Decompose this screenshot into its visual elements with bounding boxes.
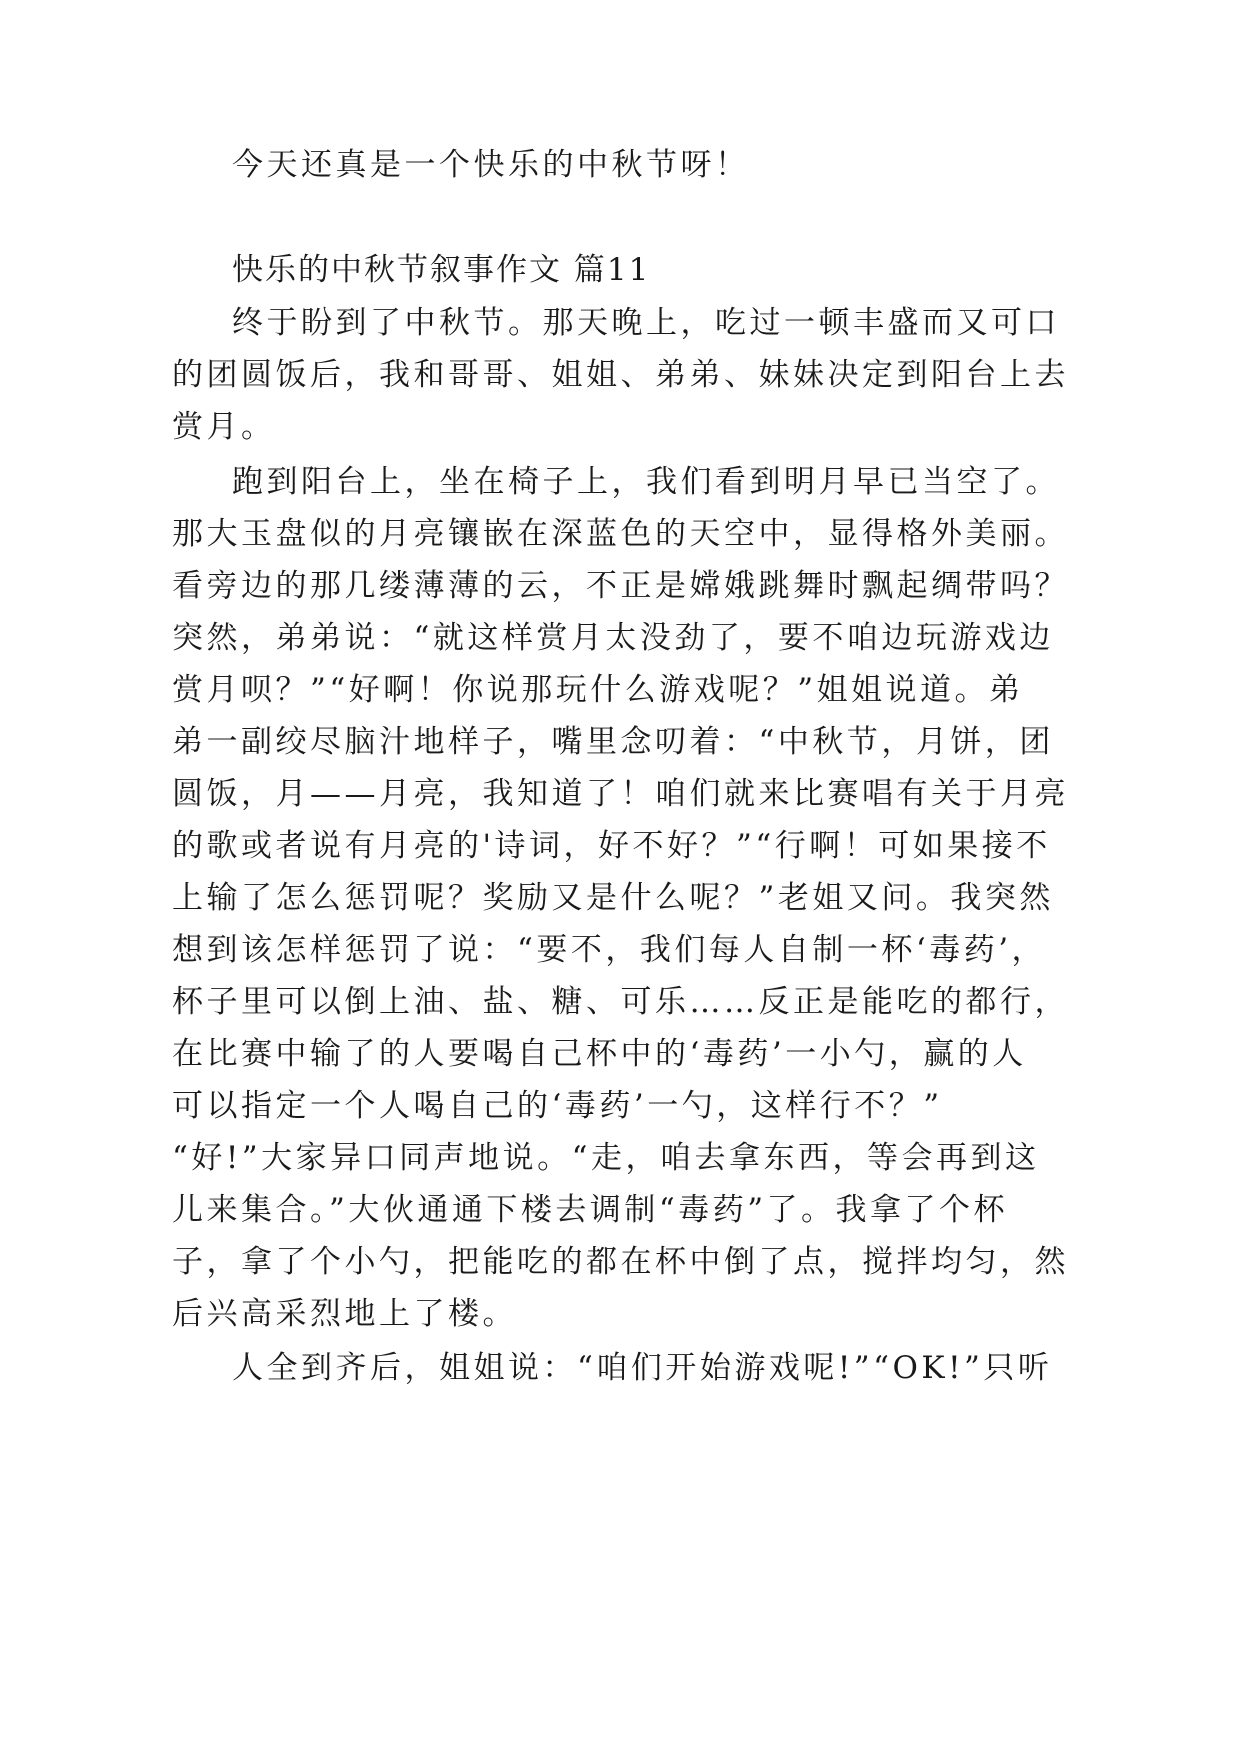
closing-line: 今天还真是一个快乐的中秋节呀！ — [232, 147, 750, 183]
paragraph-line: 可以指定一个人喝自己的‘毒药’一勺，这样行不？” — [172, 1088, 943, 1124]
paragraph-line: 弟一副绞尽脑汁地样子，嘴里念叨着：“中秋节，月饼，团 — [172, 724, 1054, 760]
section-heading: 快乐的中秋节叙事作文 篇11 — [232, 252, 651, 288]
paragraph-line: 在比赛中输了的人要喝自己杯中的‘毒药’一小勺，赢的人 — [172, 1036, 1027, 1072]
paragraph-line: 人全到齐后，姐姐说：“咱们开始游戏呢!”“OK!”只听 — [232, 1350, 1053, 1386]
paragraph-line: “好!”大家异口同声地说。“走，咱去拿东西，等会再到这 — [172, 1140, 1040, 1176]
paragraph-line: 儿来集合。”大伙通通下楼去调制“毒药”了。我拿了个杯 — [172, 1192, 1009, 1228]
paragraph-line: 的团圆饭后，我和哥哥、姐姐、弟弟、妹妹决定到阳台上去 — [172, 357, 1069, 393]
paragraph-line: 后兴高采烈地上了楼。 — [172, 1296, 517, 1332]
paragraph-line: 跑到阳台上，坐在椅子上，我们看到明月早已当空了。 — [232, 464, 1060, 500]
paragraph-line: 圆饭，月——月亮，我知道了！咱们就来比赛唱有关于月亮 — [172, 776, 1069, 812]
paragraph-line: 杯子里可以倒上油、盐、糖、可乐……反正是能吃的都行， — [172, 984, 1069, 1020]
paragraph-line: 赏月呗？”“好啊！你说那玩什么游戏呢？”姐姐说道。弟 — [172, 672, 1024, 708]
paragraph-line: 终于盼到了中秋节。那天晚上，吃过一顿丰盛而又可口 — [232, 305, 1060, 341]
paragraph-line: 赏月。 — [172, 409, 276, 445]
paragraph-line: 看旁边的那几缕薄薄的云，不正是嫦娥跳舞时飘起绸带吗？ — [172, 568, 1069, 604]
paragraph-line: 上输了怎么惩罚呢？奖励又是什么呢？”老姐又问。我突然 — [172, 880, 1054, 916]
paragraph-line: 的歌或者说有月亮的'诗词，好不好？”“行啊！可如果接不 — [172, 828, 1051, 864]
paragraph-line: 子，拿了个小勺，把能吃的都在杯中倒了点，搅拌均匀，然 — [172, 1244, 1069, 1280]
paragraph-line: 突然，弟弟说：“就这样赏月太没劲了，要不咱边玩游戏边 — [172, 620, 1054, 656]
paragraph-line: 那大玉盘似的月亮镶嵌在深蓝色的天空中，显得格外美丽。 — [172, 516, 1069, 552]
paragraph-line: 想到该怎样惩罚了说：“要不，我们每人自制一杯‘毒药’， — [172, 932, 1047, 968]
